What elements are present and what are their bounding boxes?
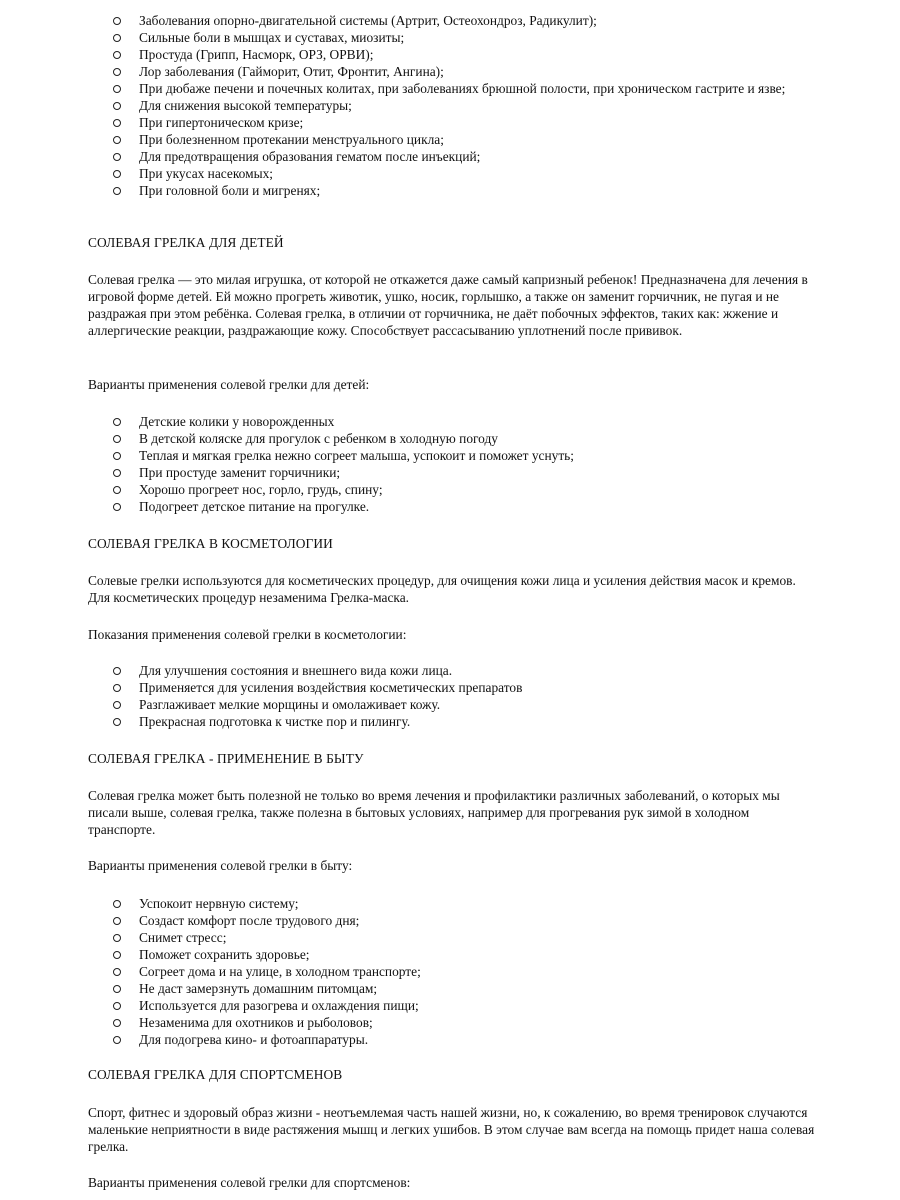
paragraph-household: Солевая грелка может быть полезной не только во время лечения и профилактики различных заболеваний, о которых мы писали выше, солевая грелка, также полезна в бытовых условиях, например для прогревания рук зимой в холодном транспорте. [88, 788, 780, 837]
list-item: Применяется для усиления воздействия косметических препаратов [112, 679, 812, 696]
kids-list [112, 413, 812, 515]
list-item: При простуде заменит горчичники; [112, 464, 812, 481]
list-item: При гипертоническом кризе; [112, 114, 812, 131]
list-item: Снимет стресс; [112, 929, 812, 946]
paragraph-sports: Спорт, фитнес и здоровый образ жизни - неотъемлемая часть нашей жизни, но, к сожалению, во время тренировок случаются маленькие неприятности в виде растяжения мышц и легких ушибов. В этом случае вам всегда на помощь придет наша солевая грелка. [88, 1105, 815, 1154]
list-item: Не даст замерзнуть домашним питомцам; [112, 980, 812, 997]
list-item: Заболевания опорно-двигательной системы (Артрит, Остеохондроз, Радикулит); [112, 12, 812, 29]
list-item: Теплая и мягкая грелка нежно согреет малыша, успокоит и поможет уснуть; [112, 447, 812, 464]
list-item: Детские колики у новорожденных [112, 413, 812, 430]
list-item: Незаменима для охотников и рыболовов; [112, 1014, 812, 1031]
list-item: Поможет сохранить здоровье; [112, 946, 812, 963]
list-item: Сильные боли в мышцах и суставах, миозиты; [112, 29, 812, 46]
list-item: Простуда (Грипп, Насморк, ОРЗ, ОРВИ); [112, 46, 812, 63]
paragraph-kids: Солевая грелка — это милая игрушка, от которой не откажется даже самый капризный ребенок! Предназначена для лечения в игровой форме детей. Ей можно прогреть животик, ушко, носик, горлышко, а также он заменит горчичник, не пугая и не раздражая при этом ребёнка. Солевая грелка, в отличии от горчичника, не даёт побочных эффектов, таких как: жжение и аллергические реакции, раздражающие кожу. Способствует рассасыванию уплотнений после прививок. [88, 272, 808, 338]
cosmetology-list [112, 662, 812, 730]
list-item: В детской коляске для прогулок с ребенком в холодную погоду [112, 430, 812, 447]
list-item: Для улучшения состояния и внешнего вида кожи лица. [112, 662, 812, 679]
list-item: При болезненном протекании менструального цикла; [112, 131, 812, 148]
list-item: Хорошо прогреет нос, горло, грудь, спину; [112, 481, 812, 498]
list-item: Согреет дома и на улице, в холодном транспорте; [112, 963, 812, 980]
indications-list [112, 12, 812, 199]
list-item: При головной боли и мигренях; [112, 182, 812, 199]
list-item: Создаст комфорт после трудового дня; [112, 912, 812, 929]
household-list [112, 895, 812, 1048]
list-item: Для предотвращения образования гематом после инъекций; [112, 148, 812, 165]
list-item: Успокоит нервную систему; [112, 895, 812, 912]
intro-sports: Варианты применения солевой грелки для спортсменов: [88, 1175, 411, 1190]
list-item: Подогреет детское питание на прогулке. [112, 498, 812, 515]
section-heading-kids: СОЛЕВАЯ ГРЕЛКА ДЛЯ ДЕТЕЙ [88, 235, 284, 250]
list-item: При укусах насекомых; [112, 165, 812, 182]
paragraph-cosmetology: Солевые грелки используются для косметических процедур, для очищения кожи лица и усиления действия масок и кремов. Для косметических процедур незаменима Грелка-маска. [88, 573, 796, 605]
section-heading-sports: СОЛЕВАЯ ГРЕЛКА ДЛЯ СПОРТСМЕНОВ [88, 1067, 343, 1082]
intro-kids: Варианты применения солевой грелки для детей: [88, 377, 370, 392]
list-item: Используется для разогрева и охлаждения пищи; [112, 997, 812, 1014]
intro-household: Варианты применения солевой грелки в быту: [88, 858, 353, 873]
section-heading-cosmetology: СОЛЕВАЯ ГРЕЛКА В КОСМЕТОЛОГИИ [88, 536, 333, 551]
list-item: Разглаживает мелкие морщины и омолаживает кожу. [112, 696, 812, 713]
list-item: Для снижения высокой температуры; [112, 97, 812, 114]
intro-cosmetology: Показания применения солевой грелки в косметологии: [88, 627, 407, 642]
list-item: Лор заболевания (Гайморит, Отит, Фронтит, Ангина); [112, 63, 812, 80]
section-heading-household: СОЛЕВАЯ ГРЕЛКА - ПРИМЕНЕНИЕ В БЫТУ [88, 751, 364, 766]
list-item: При дюбаже печени и почечных колитах, при заболеваниях брюшной полости, при хроническом гастрите и язве; [112, 80, 812, 97]
list-item: Прекрасная подготовка к чистке пор и пилингу. [112, 713, 812, 730]
list-item: Для подогрева кино- и фотоаппаратуры. [112, 1031, 812, 1048]
